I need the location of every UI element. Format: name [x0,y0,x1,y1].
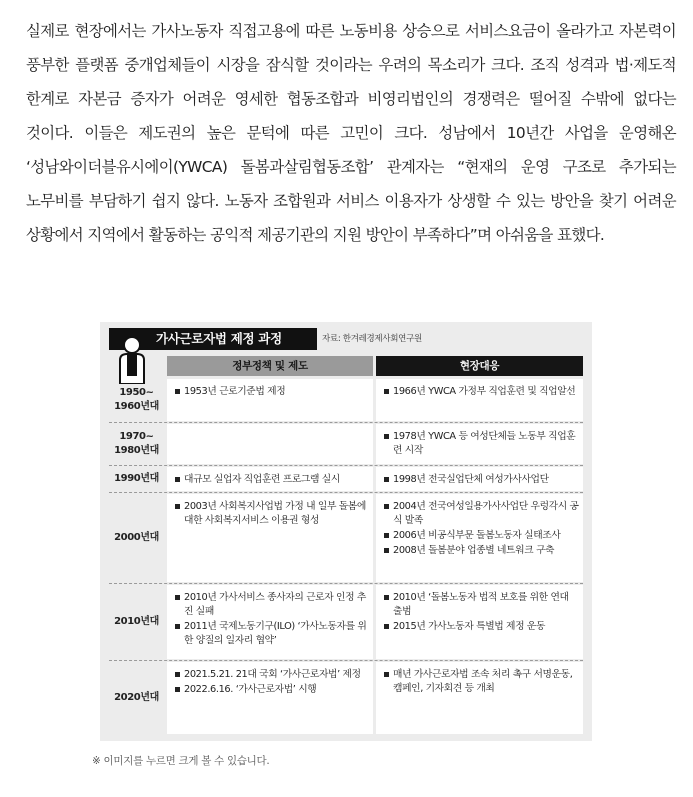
enlarge-note: ※ 이미지를 누르면 크게 볼 수 있습니다. [92,755,270,767]
timeline-item: 2010년 가사서비스 종사자의 근로자 인정 추진 실패 [175,591,369,619]
timeline-item: 2008년 돌봄분야 업종별 네트워크 구축 [384,544,579,558]
gov-policy-cell [167,424,373,464]
gov-policy-cell [167,379,373,421]
field-response-cell [376,494,583,582]
timeline-item: 2022.6.16. ‘가사근로자법’ 시행 [175,683,369,697]
field-response-cell [376,379,583,421]
field-response-cell [376,424,583,464]
timeline-item: 2003년 사회복지사업법 가정 내 일부 돌봄에 대한 사회복지서비스 이용권 형성 [175,500,369,528]
column-header-field: 현장대응 [376,356,583,376]
era-label: 1970~ 1980년대 [114,431,159,456]
timeline-item: 대규모 실업자 직업훈련 프로그램 실시 [175,473,369,487]
timeline-item: 2021.5.21. 21대 국회 ‘가사근로자법’ 제정 [175,668,369,682]
timeline-item: 2004년 전국여성일용가사사업단 우렁각시 공식 발족 [384,500,579,528]
field-response-cell [376,585,583,659]
history-infographic[interactable] [100,322,592,741]
article-paragraph: 실제로 현장에서는 가사노동자 직접고용에 따른 노동비용 상승으로 서비스요금이 올라가고 자본력이 풍부한 플랫폼 중개업체들이 시장을 잠식할 것이라는 우려의 목소리가 크다. 조직 성격과 법·제도적 한계로 자본금 증자가 어려운 영세한 협동조합과 비영리법인의 경쟁력은 떨어질 수밖에 없다는 것이다. 이들은 제도권의 높은 문턱에 따른 고민이 크다. 성남에서 10년간 사업을 운영해온 ‘성남와이더블유시에이(YWCA) 돌봄과살림협동조합’ 관계자는 “현재의 운영 구조로 추가되는 노무비를 부담하기 쉽지 않다. 노동자 조합원과 서비스 이용자가 상생할 수 있는 방안을 찾기 어려운 상황에서 지역에서 활동하는 공익적 제공기관의 지원 방안이 부족하다”며 아쉬움을 표했다. [26,22,676,244]
field-response-cell [376,662,583,734]
row-divider [109,583,583,584]
row-divider [109,465,583,466]
row-divider [109,660,583,661]
worker-icon [115,336,149,384]
figure-title: 가사근로자법 제정 과정 [156,331,282,346]
timeline-item: 2011년 국제노동기구(ILO) ‘가사노동자를 위한 양질의 일자리 협약’ [175,620,369,648]
era-label: 2020년대 [114,692,159,703]
era-label: 2000년대 [114,532,159,543]
field-response-cell [376,467,583,491]
gov-policy-cell [167,585,373,659]
timeline-item: 1978년 YWCA 등 여성단체들 노동부 직업훈련 시작 [384,430,579,458]
timeline-item: 1953년 근로기준법 제정 [175,385,369,399]
gov-policy-cell [167,662,373,734]
timeline-item: 1966년 YWCA 가정부 직업훈련 및 직업알선 [384,385,579,399]
timeline-row [109,424,583,464]
era-label: 1990년대 [114,473,159,484]
timeline-row [109,467,583,491]
timeline-row [109,662,583,734]
timeline-item: 2010년 ‘돌봄노동자 법적 보호를 위한 연대 출범 [384,591,579,619]
timeline-item: 1998년 전국실업단체 여성가사사업단 [384,473,579,487]
gov-policy-cell [167,494,373,582]
timeline-item: 매년 가사근로자법 조속 처리 촉구 서명운동, 캠페인, 기자회견 등 개최 [384,668,579,696]
timeline-row [109,379,583,421]
timeline-item: 2006년 비공식부문 돌봄노동자 실태조사 [384,529,579,543]
gov-policy-cell [167,467,373,491]
column-header-gov: 정부정책 및 제도 [167,356,373,376]
row-divider [109,422,583,423]
era-label: 2010년대 [114,616,159,627]
timeline-row [109,494,583,582]
era-label: 1950~ 1960년대 [114,387,159,412]
timeline-item: 2015년 가사노동자 특별법 제정 운동 [384,620,579,634]
figure-source: 자료: 한겨레경제사회연구원 [322,334,422,344]
timeline-row [109,585,583,659]
row-divider [109,492,583,493]
